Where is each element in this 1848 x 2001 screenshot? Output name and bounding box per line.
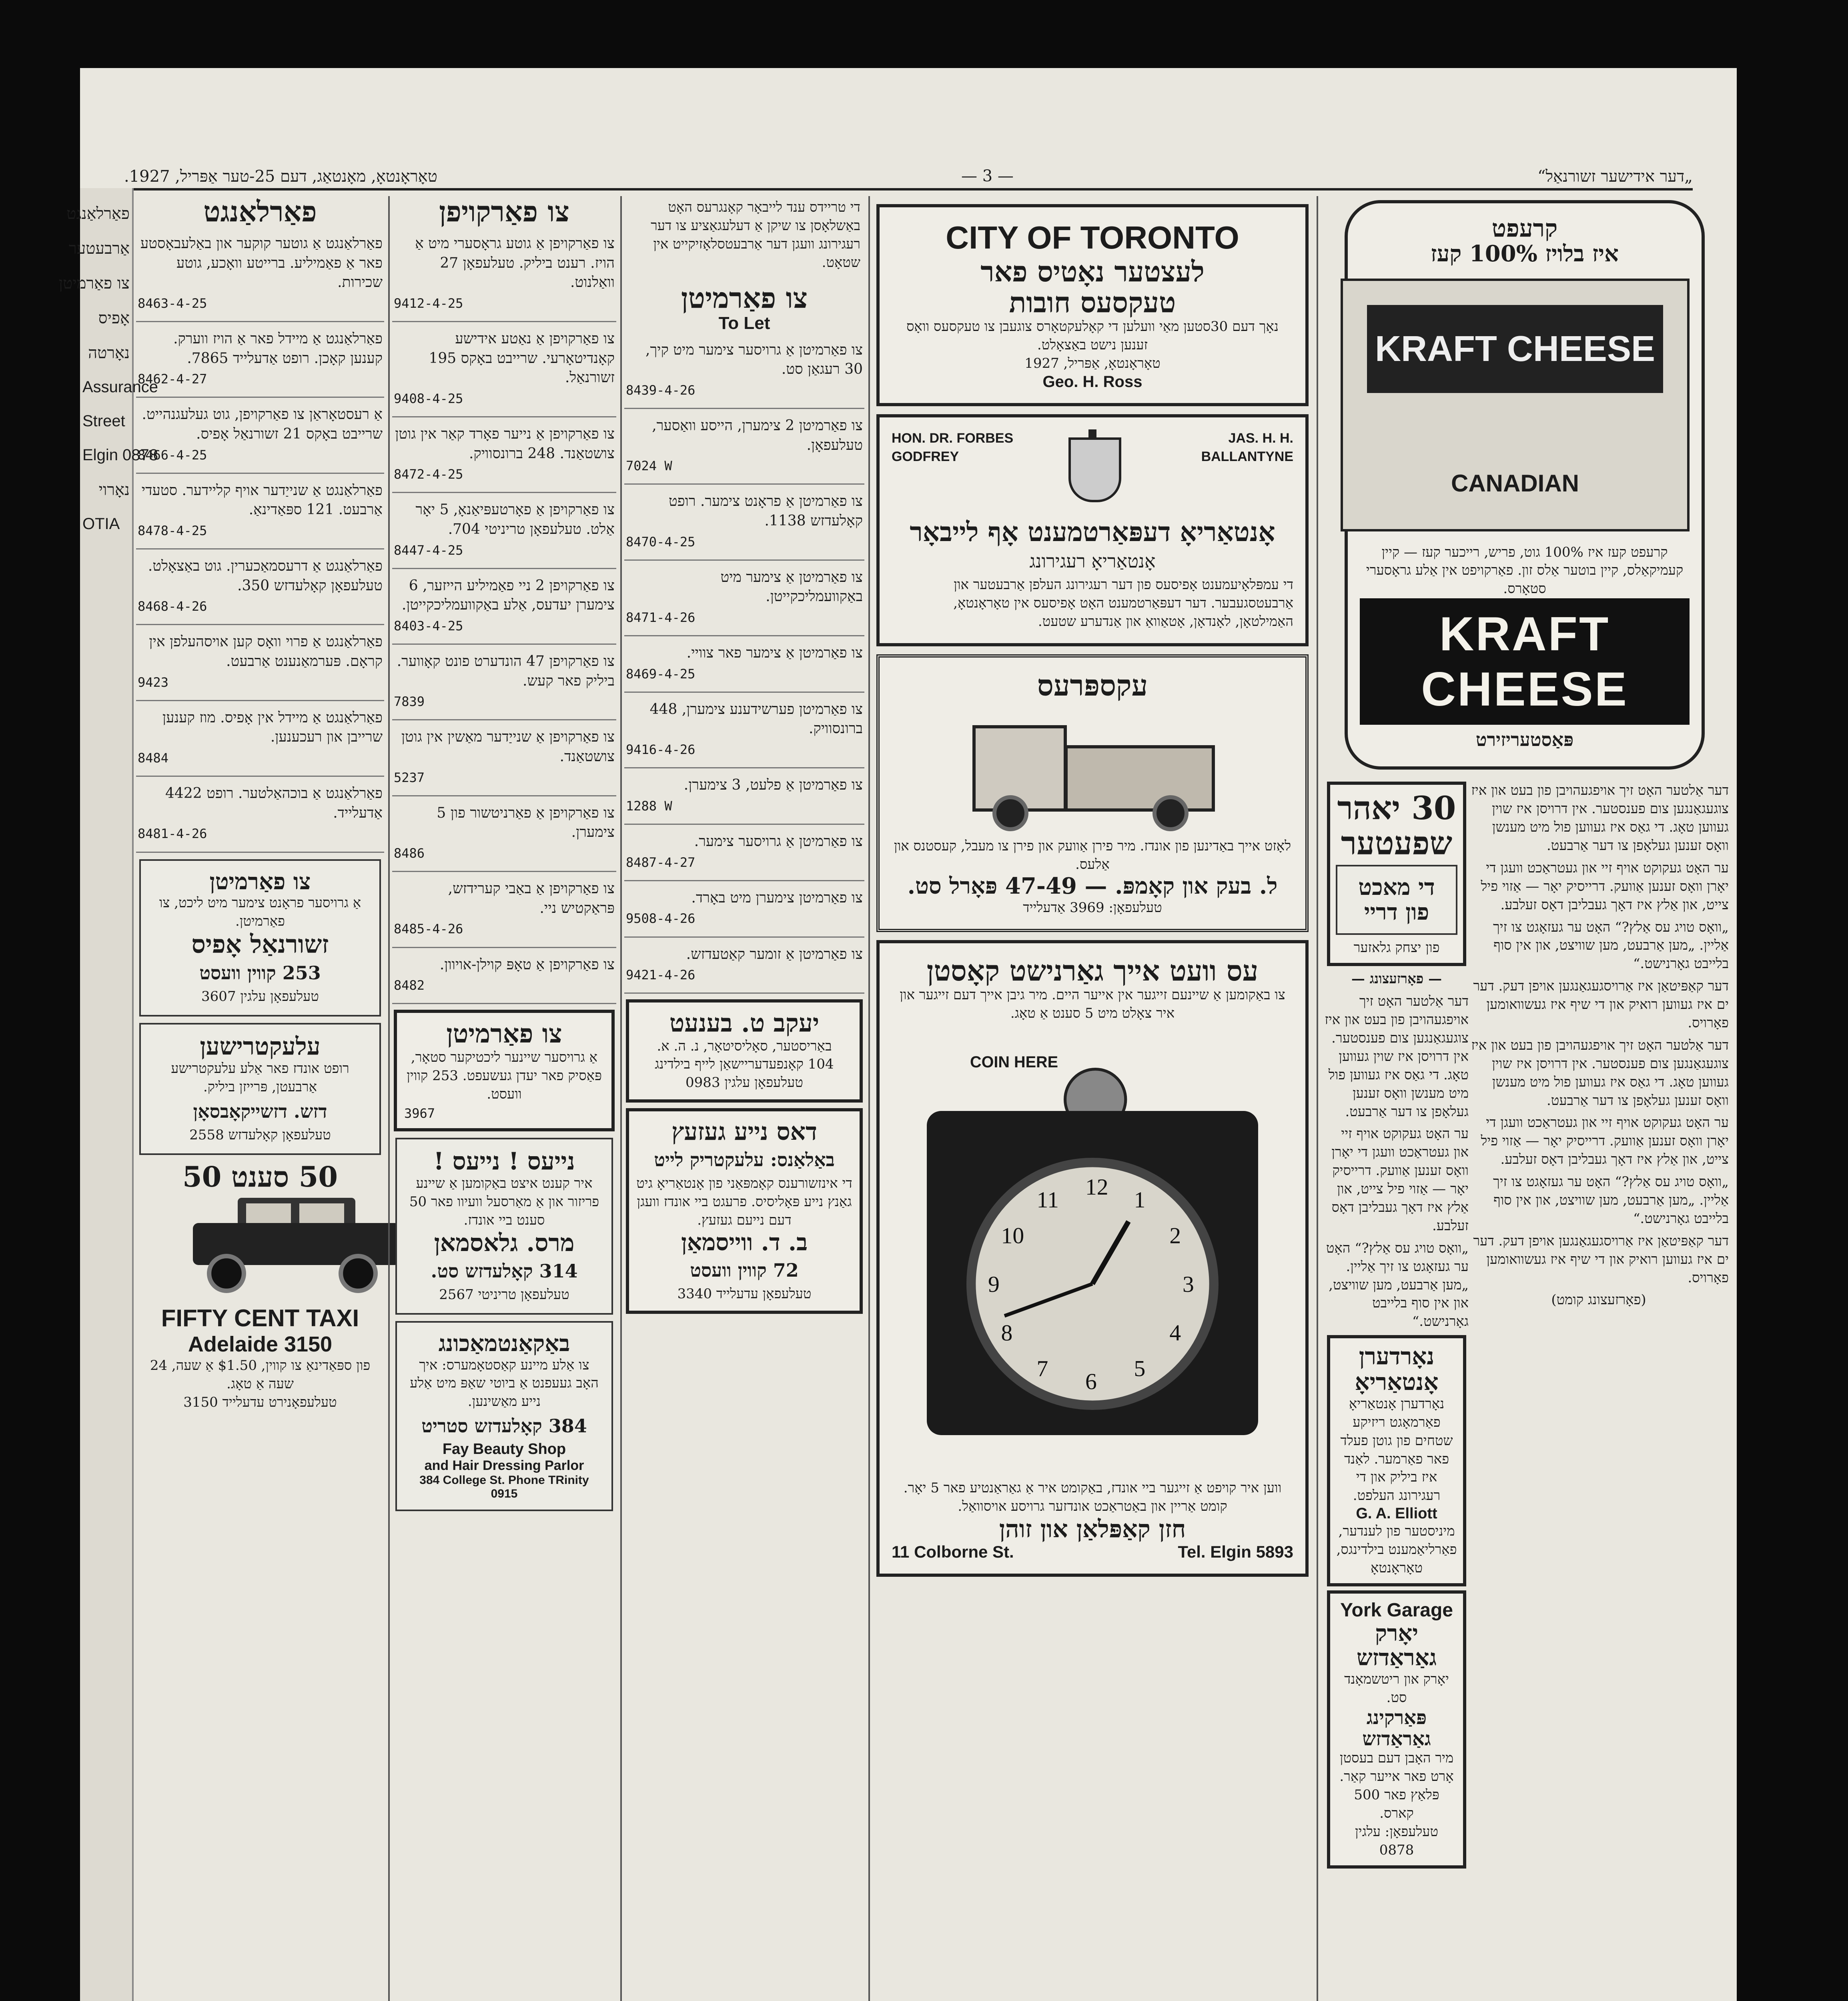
classified-ad: [136, 227, 384, 322]
masthead-title: „דער אידישער זשורנאַל“: [1537, 167, 1693, 186]
classified-ad-code: 1288 W: [626, 798, 672, 814]
bennett-address: 104 קאָנפעדעריישאַן לייף בילדינג: [655, 1056, 834, 1073]
news-item: די טריידס ענד לייבאָר קאָנגרעס האָט באַשלאָסן צו שיקן אַ דעלעגאַציע צו דער רעגירונג וועגן דער אַרבעטסלאָזיקייט אין שטאָט.: [651, 199, 860, 271]
garage-body: מיר האָבן דעם בעסטן אָרט פאר אייער קאַר. פּלאַץ פאר 500 קארס.: [1339, 1750, 1454, 1822]
clock-minute-hand: [1004, 1282, 1093, 1317]
express-title: עקספּרעס: [1037, 668, 1148, 702]
classified-ad-text: צו פאַרקויפן אַ טאָפּ קוילן-אויוון.: [439, 956, 615, 973]
classified-ad-text: צו פאַרמיטן אַ גרויסער צימער.: [694, 833, 863, 850]
classified-ad-code: 8439-4-26: [626, 382, 696, 398]
classified-ad-code: 8484: [138, 750, 169, 766]
ontario-labour-ad: [876, 414, 1309, 646]
kraft-body: קרעפט קעז איז 100% גוט, פריש, רייכער קעז — קיין קעמיקאַלס, קיין בוטער אַלס זון. פאַרקויפט אין אַלע גראָסערי סטאָרס.: [1366, 544, 1684, 597]
journal-office-address: 253 קווין וועסט: [199, 962, 321, 984]
clock-ad-title: עס וועט אייך גאַרנישט קאָסטן: [926, 954, 1259, 988]
edge-text: פאַרלאַנגט: [66, 205, 130, 223]
classified-ad: [624, 409, 864, 485]
serial-paragraph: „וואָס טויג עס אַלץ?“ האָט ער געזאָגט צו זיך אַליין. „מען אַרבעט, מען שוויצט, און אין סוף בלייבט גאָרנישט.“: [1326, 1240, 1469, 1330]
kraft-footer: פּאַסטעריזירט: [1475, 729, 1574, 751]
clock-face-icon: [966, 1158, 1219, 1410]
garage-sub: יאָרק און ריטשמאָנד סט.: [1344, 1671, 1449, 1706]
classified-ad: [624, 768, 864, 825]
classified-ad-code: 7024 W: [626, 458, 672, 474]
serial-continued: (פאָרזעצונג קומט): [1551, 1292, 1646, 1308]
for-sale-heading: צו פאַרקויפן: [439, 195, 569, 228]
column-center-ads: [872, 196, 1313, 2001]
classified-ad-code: 8482: [394, 978, 425, 993]
garage-phone: טעלעפאָן: עלגין 0878: [1355, 1824, 1439, 1858]
toronto-title: CITY OF TORONTO: [946, 220, 1239, 255]
classified-ad: [392, 645, 616, 720]
coin-clock-illustration: [912, 1039, 1273, 1471]
clock-numeral: 5: [1134, 1355, 1146, 1381]
journal-rent-title: צו פאַרמיטן: [209, 868, 311, 895]
express-name: ל. בעק און קאָמפּ. — 47-49 פּאָרל סט.: [907, 872, 1278, 899]
classified-ad: [624, 333, 864, 409]
column-for-sale: [392, 196, 616, 2001]
classified-ad-text: צו פאַרקויפן אַ פאָרטעפּיאַנאָ, 5 יאָר אַלט. טעלעפאָן טריניטי 704.: [415, 501, 615, 537]
column-right: [1321, 196, 1729, 2001]
clock-numeral: 6: [1085, 1368, 1097, 1394]
to-let-heading: צו פאַרמיטן: [681, 281, 808, 315]
classified-ad-text: צו פאַרקויפן אַ באַבי קערידזש, פּראַקטיש ניי.: [448, 880, 615, 916]
truck-wheel-shape: [1152, 795, 1189, 831]
edge-text: צו פאַרמיטן: [58, 274, 130, 293]
classified-ad-text: צו פאַרקויפן אַ גוטע גראָסערי מיט אַ הויז. רענט ביליק. טעלעפאָן 27 וואַלנוט.: [415, 235, 615, 291]
journal-office-ad: [139, 859, 381, 1017]
clock-numeral: 1: [1134, 1187, 1146, 1213]
classified-ad-text: צו פאַרמיטן אַ זומער קאַטעדזש.: [686, 946, 863, 962]
clock-ad-firm: חזן קאַפּלאַן און זוהן: [999, 1515, 1186, 1543]
kraft-package-illustration: [1341, 279, 1690, 531]
shield-shape: [1068, 437, 1121, 502]
taxi-ad: [140, 1161, 380, 1412]
edge-text: אָפיס: [98, 309, 130, 327]
bennett-lawyer-ad: [626, 999, 863, 1103]
classified-ad-code: 8466-4-25: [138, 447, 207, 463]
serial-paragraph: דער קאַפּיטאַן איז אַרויסגעגאַנגען אויפן דעק. דער ים איז געווען רואיק און די שיף איז געשוואומען פאָרויס.: [1473, 1233, 1729, 1286]
clock-ad-phone: Tel. Elgin 5893: [1178, 1542, 1293, 1561]
wanted-ads-list: [136, 227, 384, 853]
coin-here-label: COIN HERE: [970, 1053, 1058, 1071]
classified-ad-text: פאַרלאַנגט אַ בוכהאַלטער. רופט 4422 אַדעלייד.: [165, 785, 383, 821]
clock-numeral: 4: [1169, 1320, 1181, 1346]
classified-ad: [392, 872, 616, 948]
edge-text: Elgin 0878: [82, 446, 158, 464]
classified-ad-text: פאַרלאַנגט אַ שנייַדער אויף קליידער. סטעדי אַרבעט. 121 ספּאַדינאַ.: [141, 482, 383, 518]
news-hair-title: נייעס ! נייעס !: [433, 1147, 575, 1176]
serial-title-box: [1336, 865, 1457, 935]
northern-ontario-ad: [1327, 1335, 1466, 1586]
classified-ad: [392, 322, 616, 417]
classified-ad: [136, 322, 384, 398]
clock-numeral: 7: [1036, 1355, 1048, 1381]
serial-paragraph: ער האָט געקוקט אויף זיי און געטראַכט וועגן די יאָרן וואָס זענען אַוועק. דרייסיק יאָר — אַזוי פיל צייט, און אַלץ איז דאָך געבליבן דאָס זעלבע.: [1481, 860, 1729, 913]
classified-ad-text: צו פאַרמיטן אַ פראָנט צימער. רופט קאָלעדזש 1138.: [669, 493, 863, 529]
serial-heading: 30 יאהר שפעטער: [1337, 789, 1456, 862]
serial-paragraph: „וואָס טויג עס אַלץ?“ האָט ער געזאָגט צו זיך אַליין. „מען אַרבעט, מען שוויצט, און אין סוף בלייבט גאָרנישט.“: [1493, 1174, 1729, 1227]
serial-paragraph: דער אַלטער האָט זיך אויפגעהויבן פון בעט און איז צוגעגאַנגען צום פענסטער. אין דרויסן איז שוין געווען טאָג. די גאַס איז געווען פול מיט מענשן וואָס זענען געלאָפן צו דער אַרבעט.: [1325, 993, 1469, 1120]
classified-ad-code: 8481-4-26: [138, 826, 207, 842]
classified-ad-code: 8470-4-25: [626, 534, 696, 549]
truck-bed-shape: [1064, 745, 1215, 812]
classified-ad-text: צו פאַרמיטן אַ פלעט, 3 צימערן.: [683, 777, 863, 794]
insurance-title: דאס נייע געזעץ: [671, 1118, 817, 1146]
classified-ad: [624, 561, 864, 636]
labour-name-left: HON. DR. FORBES GODFREY: [892, 430, 1014, 464]
edge-text: OTIA: [82, 515, 120, 533]
express-phone: טעלעפאָן: 3969 אַדעלייד: [1023, 899, 1162, 916]
kraft-cheese-ad: [1345, 200, 1705, 770]
clock-ad-address: 11 Colborne St.: [892, 1542, 1014, 1561]
beauty-shop-name-en: Fay Beauty Shop: [442, 1441, 566, 1458]
serial-paragraph: ער האָט געקוקט אויף זיי און געטראַכט וועגן די יאָרן וואָס זענען אַוועק. דרייסיק יאָר — אַזוי פיל צייט, און אַלץ איז דאָך געבליבן דאָס זעלבע.: [1481, 1115, 1729, 1168]
serial-continuation-label: — פאָרזעצונג —: [1351, 971, 1442, 987]
edge-text: Street: [82, 412, 125, 430]
electrician-ad: [139, 1023, 381, 1155]
classified-ad: [392, 720, 616, 796]
classified-ad-code: 8469-4-25: [626, 666, 696, 682]
classified-ad-code: 8486: [394, 846, 425, 861]
beauty-shop-address-en: 384 College St. Phone TRinity 0915: [419, 1474, 589, 1501]
northern-body: נאָרדערן אָנטאַריאָ פאַרמאָגט ריזיקע שטחים פון גוטן פעלד פאר פאַרמער. לאַנד איז ביליק און די רעגירונג העלפט.: [1340, 1395, 1453, 1504]
column-to-let: [624, 196, 864, 2001]
clock-ad-bottom-body: ווען איר קויפט אַ זייגער ביי אונדז, באַקומט איר אַ גאַראַנטיע פאר 5 יאָר. קומט אַריין און באַטראַכט אונדזער גרויסע אויסוואַל.: [903, 1480, 1282, 1515]
garage-parking: פּאַרקינג גאַראַדזש: [1362, 1706, 1431, 1750]
classified-ad-text: צו פאַרמיטן אַ צימער מיט באַקוועמליכקייטן.: [720, 569, 863, 605]
classified-ad: [624, 825, 864, 881]
column-rule: [1317, 196, 1318, 2001]
classified-ad-text: צו פאַרמיטן אַ גרויסער צימער מיט קיך, 30 רעגאַן סט.: [645, 341, 863, 378]
electrician-body: רופט אונדז פאר אַלע עלעקטרישע אַרבעטן, פּרייזן ביליק.: [171, 1061, 349, 1095]
edge-text: אַרבעטער: [68, 239, 130, 258]
classified-ad: [136, 549, 384, 625]
clock-ad: [876, 940, 1309, 1577]
classified-ad-code: 8403-4-25: [394, 618, 463, 634]
bennett-name: יעקב ט. בענעט: [669, 1009, 820, 1038]
to-let-subheading: To Let: [718, 313, 770, 333]
labour-subtitle: אָנטאַריאָ רעגירונג: [1029, 550, 1156, 572]
classified-ad-text: צו פאַרקויפן אַ שנייַדער מאַשין אין גוטן צושטאַנד.: [401, 729, 615, 765]
labour-title: אָנטאַריאָ דעפּאַרטמענט אָף לייבאָר: [910, 516, 1275, 547]
classified-ad: [392, 227, 616, 322]
insurance-body: די אינזשורענס קאָמפּאַני פון אָנטאַריאָ גיט גאַנץ נייע פּאָליסיס. פרעגט ביי אונדז וועגן דעם נייעם געזעץ.: [636, 1175, 852, 1228]
serial-heading-box: [1327, 782, 1466, 966]
toronto-subtitle-1: לעצטער נאָטיס פאר: [980, 255, 1205, 288]
classified-ad: [136, 777, 384, 852]
edge-text: נאָרטה: [88, 344, 130, 362]
northern-signature: G. A. Elliott: [1356, 1505, 1437, 1522]
insurance-ad: [626, 1108, 863, 1313]
column-rule: [388, 196, 390, 2001]
toronto-subtitle-2: טעקסעס חובות: [1009, 286, 1176, 319]
classified-ad-code: 7839: [394, 694, 425, 710]
classified-ad: [392, 796, 616, 872]
garage-title: יאָרק גאַראַדזש: [1356, 1620, 1437, 1671]
clock-numeral: 2: [1169, 1223, 1181, 1249]
clock-hour-hand: [1090, 1220, 1131, 1285]
classified-ad-text: צו פאַרקויפן 47 הונדערט פונט קאָווער. ביליק פאר קעש.: [397, 653, 615, 689]
serial-paragraph: דער קאַפּיטאַן איז אַרויסגעגאַנגען אויפן דעק. דער ים איז געווען רואיק און די שיף איז געשוואומען פאָרויס.: [1473, 978, 1729, 1031]
newspaper-page: [58, 68, 1737, 2001]
glassman-address: 314 קאָלעדזש סט.: [431, 1260, 578, 1282]
truck-illustration: [972, 709, 1213, 829]
wiseman-phone: טעלעפאָן עדעלייד 3340: [677, 1285, 812, 1302]
clock-numeral: 8: [1001, 1320, 1013, 1346]
taxi-english-name: FIFTY CENT TAXI: [161, 1304, 359, 1331]
classified-ad: [624, 938, 864, 994]
truck-wheel-shape: [992, 795, 1028, 831]
classified-ad-text: צו פאַרמיטן צימערן מיט באָרד.: [691, 889, 863, 906]
serial-side-column: [1325, 778, 1469, 1873]
classified-ad-text: צו פאַרקויפן אַ נאַטע אידישע קאָנדיטאָרעי. שרייבט באָקס 195 זשורנאַל.: [429, 330, 615, 386]
serial-text-column: [1469, 778, 1729, 1873]
column-rule: [620, 196, 622, 2001]
package-label: KRAFT CHEESE: [1367, 305, 1663, 393]
classified-ad: [136, 398, 384, 473]
classified-ad-code: 8468-4-26: [138, 599, 207, 614]
journal-office-title: זשורנאַל אָפיס: [191, 929, 329, 959]
glassman-name: מרס. גלאסמאן: [434, 1229, 575, 1257]
classified-ad-text: פאַרלאַנגט אַ מיידל פאר אַ הויז ווערק. קענען קאָכן. רופט אַדעלייד 7865.: [173, 330, 383, 367]
classified-ad-code: 9423: [138, 674, 169, 690]
store-rent-code: 3967: [404, 1106, 435, 1121]
clock-numeral: 12: [1085, 1174, 1108, 1200]
classified-ad-code: 9508-4-26: [626, 911, 696, 926]
classified-ad: [136, 625, 384, 701]
car-wheel-shape: [339, 1254, 378, 1293]
taxi-car-illustration: [182, 1192, 339, 1293]
serial-title-1: די מאכט: [1358, 874, 1435, 901]
toronto-signature: Geo. H. Ross: [1042, 373, 1142, 391]
journal-office-phone: טעלעפאָן עלגין 3607: [201, 988, 319, 1005]
clock-numeral: 10: [1001, 1223, 1024, 1249]
car-wheel-shape: [207, 1254, 246, 1293]
insurance-subtitle: באַלאַנס: עלעקטריק לייט: [654, 1149, 835, 1171]
beauty-shop-address: 384 קאָלעדזש סטריט: [421, 1415, 587, 1437]
classified-ad-code: 9412-4-25: [394, 295, 463, 311]
classified-ad-text: אַ רעסטאָראַן צו פאַרקויפן, גוט געלעגנהייט. שרייבט באָקס 21 זשורנאַל אָפיס.: [142, 406, 383, 442]
classified-ad-text: צו פאַרקויפן 2 ניי פאַמיליע הייזער, 6 צימערן יעדעס, אַלע באַקוועמליכקייטן.: [401, 577, 615, 614]
kraft-logo-band: KRAFT CHEESE: [1360, 598, 1690, 725]
taxi-footer: טעלעפאָנירט עדעלייד 3150: [183, 1394, 337, 1410]
car-window-shape: [299, 1203, 344, 1226]
clock-numeral: 11: [1036, 1187, 1059, 1213]
journal-rent-body: אַ גרויסער פראָנט צימער מיט ליכט, צו פאַרמיטן.: [159, 895, 361, 930]
electrician-name: דזש. דזשייקאָבסאָן: [193, 1100, 327, 1122]
serial-paragraph: דער אַלטער האָט זיך אויפגעהויבן פון בעט און איז צוגעגאַנגען צום פענסטער. אין דרויסן איז שוין געווען טאָג. די גאַס איז געווען פול מיט מענשן וואָס זענען געלאָפן צו דער אַרבעט.: [1471, 1037, 1729, 1109]
classified-ad-code: 9421-4-26: [626, 967, 696, 983]
taxi-price-heading: 50 סענט 50: [182, 1160, 338, 1193]
wiseman-name: ב. ד. ווייסמאַן: [681, 1228, 808, 1256]
store-rent-body: אַ גרויסער שיינער ליכטיקער סטאָר, פּאַסיק פאר יעדן געשעפט. 253 קווין וועסט.: [407, 1049, 602, 1102]
bennett-title: באַריסטער, סאָליסיטאָר, נ. ה. א.: [657, 1038, 832, 1054]
classified-ad-code: 8462-4-27: [138, 371, 207, 387]
northern-sub: מיניסטער פון לענדער, פאַרליאַמענט בילדינגס, טאָראָנטאָ: [1336, 1523, 1457, 1576]
clock-numeral: 3: [1183, 1271, 1194, 1297]
classified-ad-code: 8471-4-26: [626, 610, 696, 625]
kraft-heading-1: קרעפט: [1491, 215, 1558, 243]
wanted-heading: פאַרלאַנגט: [203, 195, 317, 228]
classified-ad: [392, 417, 616, 493]
classified-ad-text: פאַרלאַנגט אַ פרוי וואָס קען אויסהעלפן אין קראָם. פּערמאַנענט אַרבעט.: [149, 634, 383, 670]
serial-title-2: פון דריי: [1364, 898, 1429, 925]
classified-ad-code: 8487-4-27: [626, 854, 696, 870]
classified-ad-text: צו פאַרמיטן אַ צימער פאר צוויי.: [686, 645, 863, 662]
classified-ad-code: 8478-4-25: [138, 523, 207, 538]
serial-paragraph: ער האָט געקוקט אויף זיי און געטראַכט וועגן די יאָרן וואָס זענען אַוועק. דרייסיק יאָר — אַזוי פיל צייט, און אַלץ איז דאָך געבליבן דאָס זעלבע.: [1331, 1126, 1469, 1234]
classified-ad-code: 8485-4-26: [394, 921, 463, 937]
news-hair-ad: [395, 1138, 613, 1315]
classified-ad-text: צו פאַרקויפן אַ פאַרניטשור פון 5 צימערן.: [437, 804, 615, 841]
classified-ad-code: 9408-4-25: [394, 391, 463, 406]
classified-ad-text: צו פאַרמיטן 2 צימערן, הייסע וואַסער, טעלעפאָן.: [652, 417, 863, 453]
classified-ad-code: 8463-4-25: [138, 295, 207, 311]
classified-ad-code: 9416-4-26: [626, 742, 696, 758]
classified-ad: [624, 693, 864, 768]
glassman-phone: טעלעפאָן טריניטי 2567: [439, 1287, 569, 1303]
clock-numeral: 9: [988, 1271, 1000, 1297]
york-garage-ad: [1327, 1590, 1466, 1869]
car-window-shape: [246, 1203, 291, 1226]
classified-ad: [136, 701, 384, 777]
bennett-phone: טעלעפאָן עלגין 0983: [685, 1075, 803, 1091]
edge-text: Assurance: [82, 378, 158, 396]
labour-name-right: JAS. H. H. BALLANTYNE: [1201, 430, 1293, 464]
serial-author: פון יצחק גלאזער: [1353, 940, 1440, 956]
classified-ad: [624, 881, 864, 938]
masthead: [124, 164, 1693, 190]
express-ad: [876, 654, 1309, 932]
package-sublabel: CANADIAN: [1451, 469, 1579, 497]
classified-ad-code: 8447-4-25: [394, 542, 463, 558]
for-sale-ads-list: [392, 227, 616, 1004]
northern-title: נאָרדערן אָנטאַריאָ: [1355, 1343, 1439, 1396]
masthead-date: טאָראָנטאָ, מאָנטאַג, דעם 25-טער אַפּריל, 1927.: [124, 167, 437, 186]
classified-ad-text: פאַרלאַנגט אַ מיידל אין אָפיס. מוז קענען שרייבן און רעכענען.: [162, 709, 383, 746]
classified-ad-text: צו פאַרמיטן פערשידענע צימערן, 448 ברונסוויק.: [649, 701, 863, 737]
classified-ad: [624, 636, 864, 693]
classified-ad-text: פאַרלאַנגט אַ דרעסמאַכערין. גוט באַצאָלט. טעלעפאָן קאָלעדזש 350.: [148, 558, 383, 594]
classified-ad-code: 5237: [394, 770, 425, 785]
beauty-shop-title: באַקאַנטמאַכונג: [438, 1330, 570, 1357]
classified-ad: [392, 569, 616, 645]
classified-ad: [624, 485, 864, 560]
clock-ad-body: צו באַקומען אַ שיינעם זייגער אין אייער היים. מיר גיבן אייך דעם זייגער און איר צאָלט מיט 5 סענט אַ טאָג.: [900, 987, 1285, 1022]
column-rule: [868, 196, 870, 2001]
electrician-phone: טעלעפאָן קאָלעדזש 2558: [189, 1127, 331, 1143]
serial-section: [1321, 778, 1729, 1873]
ontario-coat-of-arms-icon: [1052, 429, 1132, 517]
edge-text: נאָרוי: [98, 481, 130, 499]
taxi-body: פון ספּאַדינאַ צו קווין, $1.50 אַ שעה, 24 שעה אַ טאָג.: [150, 1357, 371, 1392]
to-let-ads-list: [624, 333, 864, 994]
masthead-page-number: — 3 —: [961, 167, 1014, 185]
classified-ad: [392, 948, 616, 1005]
serial-paragraph: דער אַלטער האָט זיך אויפגעהויבן פון בעט און איז צוגעגאַנגען צום פענסטער. אין דרויסן איז שוין געווען טאָג. די גאַס איז געווען פול מיט מענשן וואָס זענען געלאָפן צו דער אַרבעט.: [1471, 782, 1729, 854]
classified-ad-code: 8472-4-25: [394, 467, 463, 482]
beauty-shop-sub-en: and Hair Dressing Parlor: [424, 1458, 584, 1474]
city-of-toronto-notice: [876, 204, 1309, 406]
wiseman-address: 72 קווין וועסט: [690, 1259, 799, 1281]
classified-ad-text: פאַרלאַנגט אַ גוטער קוקער און באַלעבאָסטע פאר אַ פאַמיליע. ברייטע וואָכע, גוטע שכירות.: [140, 235, 383, 291]
garage-title-en: York Garage: [1340, 1599, 1453, 1621]
serial-paragraph: „וואָס טויג עס אַלץ?“ האָט ער געזאָגט צו זיך אַליין. „מען אַרבעט, מען שוויצט, און אין סוף בלייבט גאָרנישט.“: [1493, 919, 1729, 972]
classified-ad: [392, 493, 616, 569]
column-wanted: [136, 196, 384, 2001]
classified-ad: [136, 474, 384, 549]
store-rent-title: צו פאַרמיטן: [446, 1019, 562, 1049]
toronto-body: נאָך דעם 30סטען מאַי וועלען די קאָלעקטאָרס צוגעבן צו טעקסעס וואָס זענען נישט באַצאָלט.: [906, 319, 1279, 353]
electrician-title: עלעקטרישען: [200, 1033, 321, 1061]
taxi-phone: Adelaide 3150: [188, 1332, 333, 1356]
kraft-heading-2: איז בלויז 100% קעז: [1431, 241, 1619, 267]
news-hair-body: איר קענט איצט באַקומען אַ שיינע פריזור און אַ מאַרסעל וועיוו פאר 50 סענט ביי אונדז.: [409, 1175, 599, 1229]
beauty-shop-body: צו אַלע מיינע קאַסטאָמערס: איך האָב געעפנט אַ ביוטי שאַפּ מיט אַלע נייע מאַשינען.: [410, 1357, 599, 1410]
classified-ad-text: צו פאַרקויפן אַ נייער פאָרד קאַר אין גוטן צושטאַנד. 248 ברונסוויק.: [395, 425, 615, 462]
store-rent-ad: [394, 1010, 615, 1131]
beauty-shop-ad: [395, 1321, 613, 1511]
express-body: לאָזט אייך באַדינען פון אונדז. מיר פירן אַוועק און פירן צו מעבל, קעסטנס און אַלעס.: [894, 838, 1291, 873]
labour-body: די עמפּלאָיעמענט אָפיסעס פון דער רעגירונג העלפן אַרבעטער און אַרבעטסגעבער. דער דעפּאַרטמענט האָט אָפיסעס אין טאָראָנטאָ, האַמילטאָן, לאָנדאָן, אָטאַוואַ און אַנדערע שטעט.: [953, 577, 1293, 630]
toronto-date: טאָראָנטאָ, אַפּריל, 1927: [1024, 355, 1161, 371]
